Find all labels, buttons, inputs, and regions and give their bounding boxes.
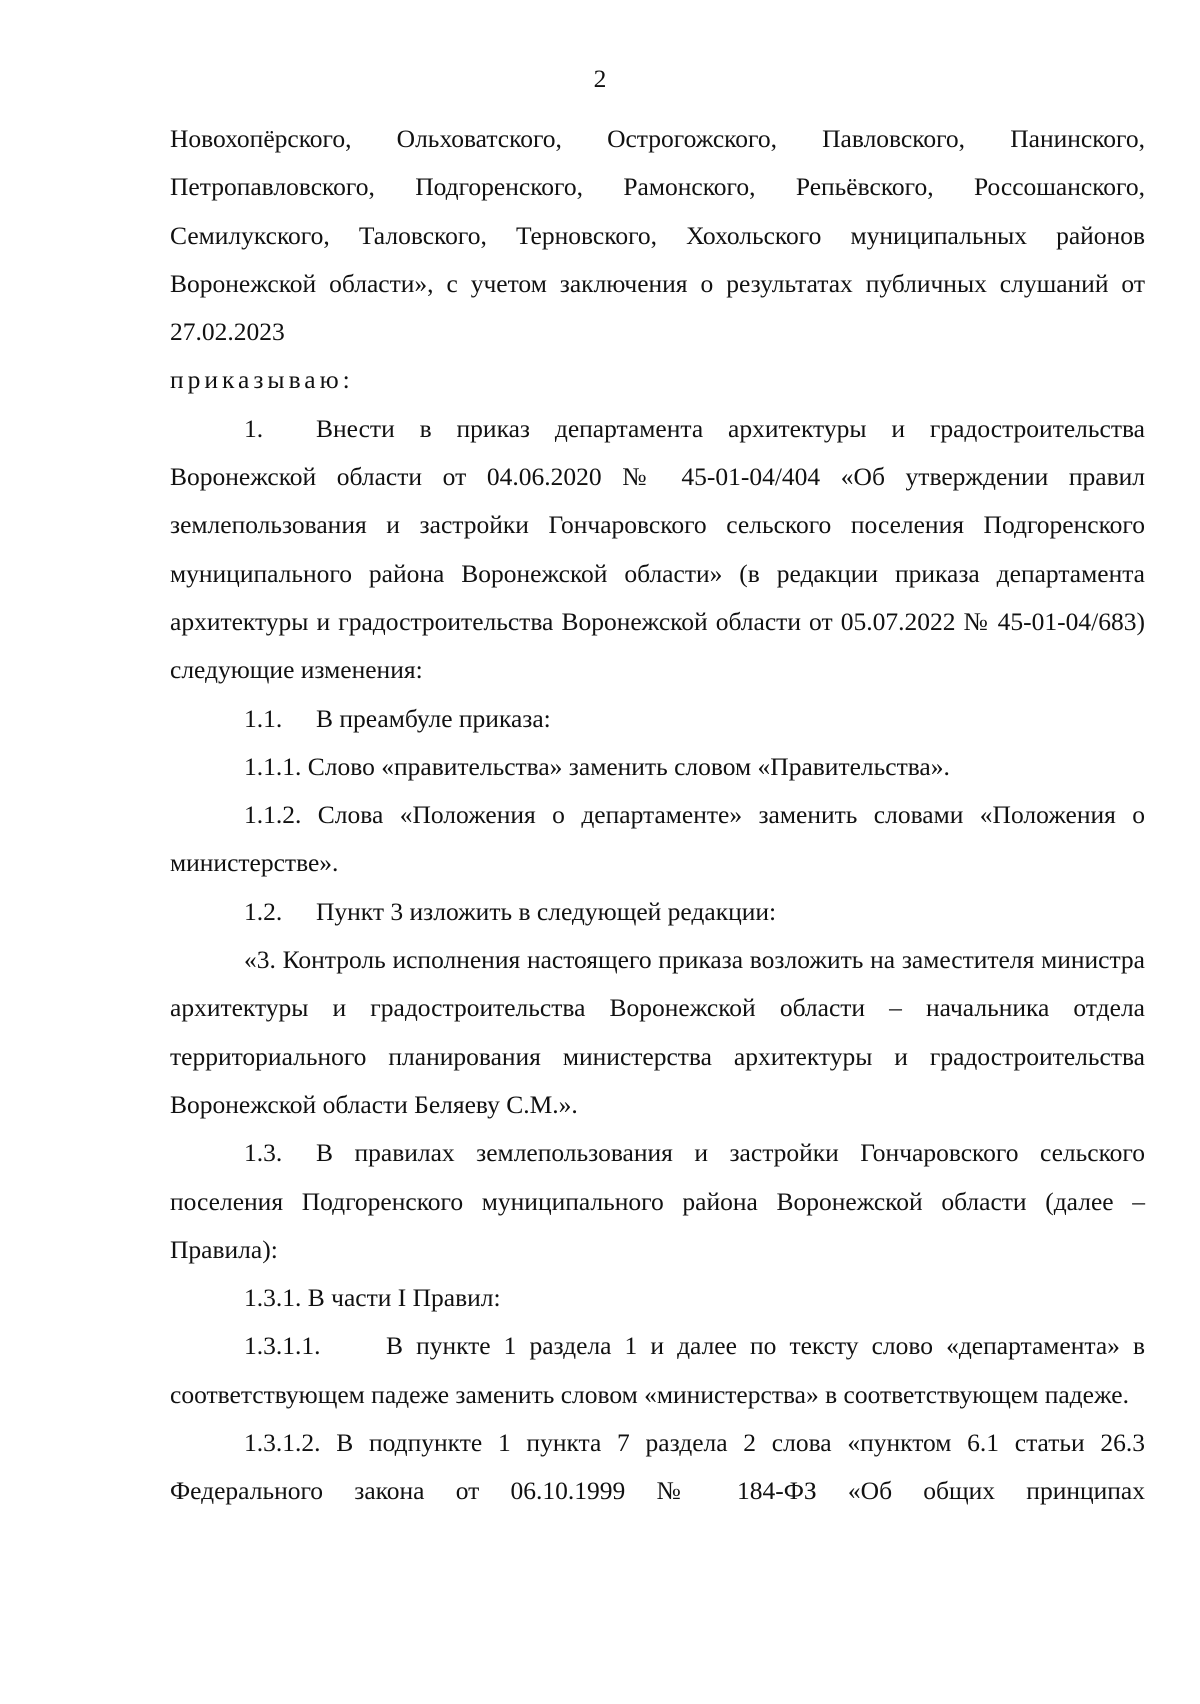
- clause-number: 1.1.2.: [244, 800, 302, 830]
- clause-text: «3. Контроль исполнения настоящего приказа возложить на заместителя министра архитектуры и градостроительства Воронежской области – начальника отдела территориального планирования министерства архитектуры и градостроительства Воронежской области Беляеву С.М.».: [170, 945, 1145, 1119]
- clause-1-3: [170, 1129, 1145, 1274]
- quoted-clause-3: [170, 936, 1145, 1129]
- clause-text: В подпункте 1 пункта 7 раздела 2 слова «пунктом 6.1 статьи 26.3 Федерального закона от 06.10.1999 № 184-ФЗ «Об общих принципах: [170, 1428, 1146, 1506]
- clause-1-3-1-1: [170, 1322, 1145, 1419]
- clause-number: 1.3.1.1.: [244, 1331, 321, 1361]
- clause-1-3-1: [170, 1274, 1145, 1322]
- document-body: [170, 115, 1145, 1516]
- clause-1-1: [170, 695, 1145, 743]
- clause-text: В пункте 1 раздела 1 и далее по тексту слово «департамента» в соответствующем падеже заменить словом «министерства» в соответствующем падеже.: [170, 1331, 1145, 1409]
- clause-text: Слово «правительства» заменить словом «Правительства».: [307, 751, 950, 781]
- clause-text: Внести в приказ департамента архитектуры и градостроительства Воронежской области от 04.06.2020 № 45-01-04/404 «Об утверждении правил землепользования и застройки Гончаровского сельского поселения Подгоренского муниципального района Воронежской области» (в редакции приказа департамента архитектуры и градостроительства Воронежской области от 05.07.2022 № 45-01-04/683) следующие изменения:: [170, 413, 1145, 685]
- preamble-paragraph: Новохопёрского, Ольховатского, Острогожского, Павловского, Панинского, Петропавловского, Подгоренского, Рамонского, Репьёвского, Россошанского, Семилукского, Таловского, Терновского, Хохольского муниципальных районов Воронежской области», с учетом заключения о результатах публичных слушаний от 27.02.2023: [170, 124, 1145, 347]
- clause-1: [170, 405, 1145, 695]
- clause-text: В правилах землепользования и застройки Гончаровского сельского поселения Подгоренского муниципального района Воронежской области (далее – Правила):: [170, 1138, 1145, 1264]
- page-number: 2: [593, 64, 607, 93]
- clause-number: 1.3.: [244, 1138, 283, 1168]
- clause-text: В преамбуле приказа:: [316, 703, 551, 733]
- clause-1-2: [170, 888, 1145, 936]
- clause-number: 1.: [244, 413, 264, 443]
- clause-1-1-2: [170, 791, 1145, 888]
- clause-text: В части I Правил:: [307, 1283, 501, 1313]
- clause-text: Слова «Положения о департаменте» заменить словами «Положения о министерстве».: [170, 800, 1146, 878]
- clause-number: 1.3.1.: [244, 1283, 302, 1313]
- clause-number: 1.3.1.2.: [244, 1428, 321, 1458]
- clause-number: 1.1.1.: [244, 751, 302, 781]
- clause-1-1-1: [170, 743, 1145, 791]
- order-word: приказываю:: [170, 365, 354, 395]
- clause-number: 1.1.: [244, 703, 283, 733]
- clause-number: 1.2.: [244, 896, 283, 926]
- clause-text: Пункт 3 изложить в следующей редакции:: [316, 896, 777, 926]
- clause-1-3-1-2: [170, 1419, 1145, 1516]
